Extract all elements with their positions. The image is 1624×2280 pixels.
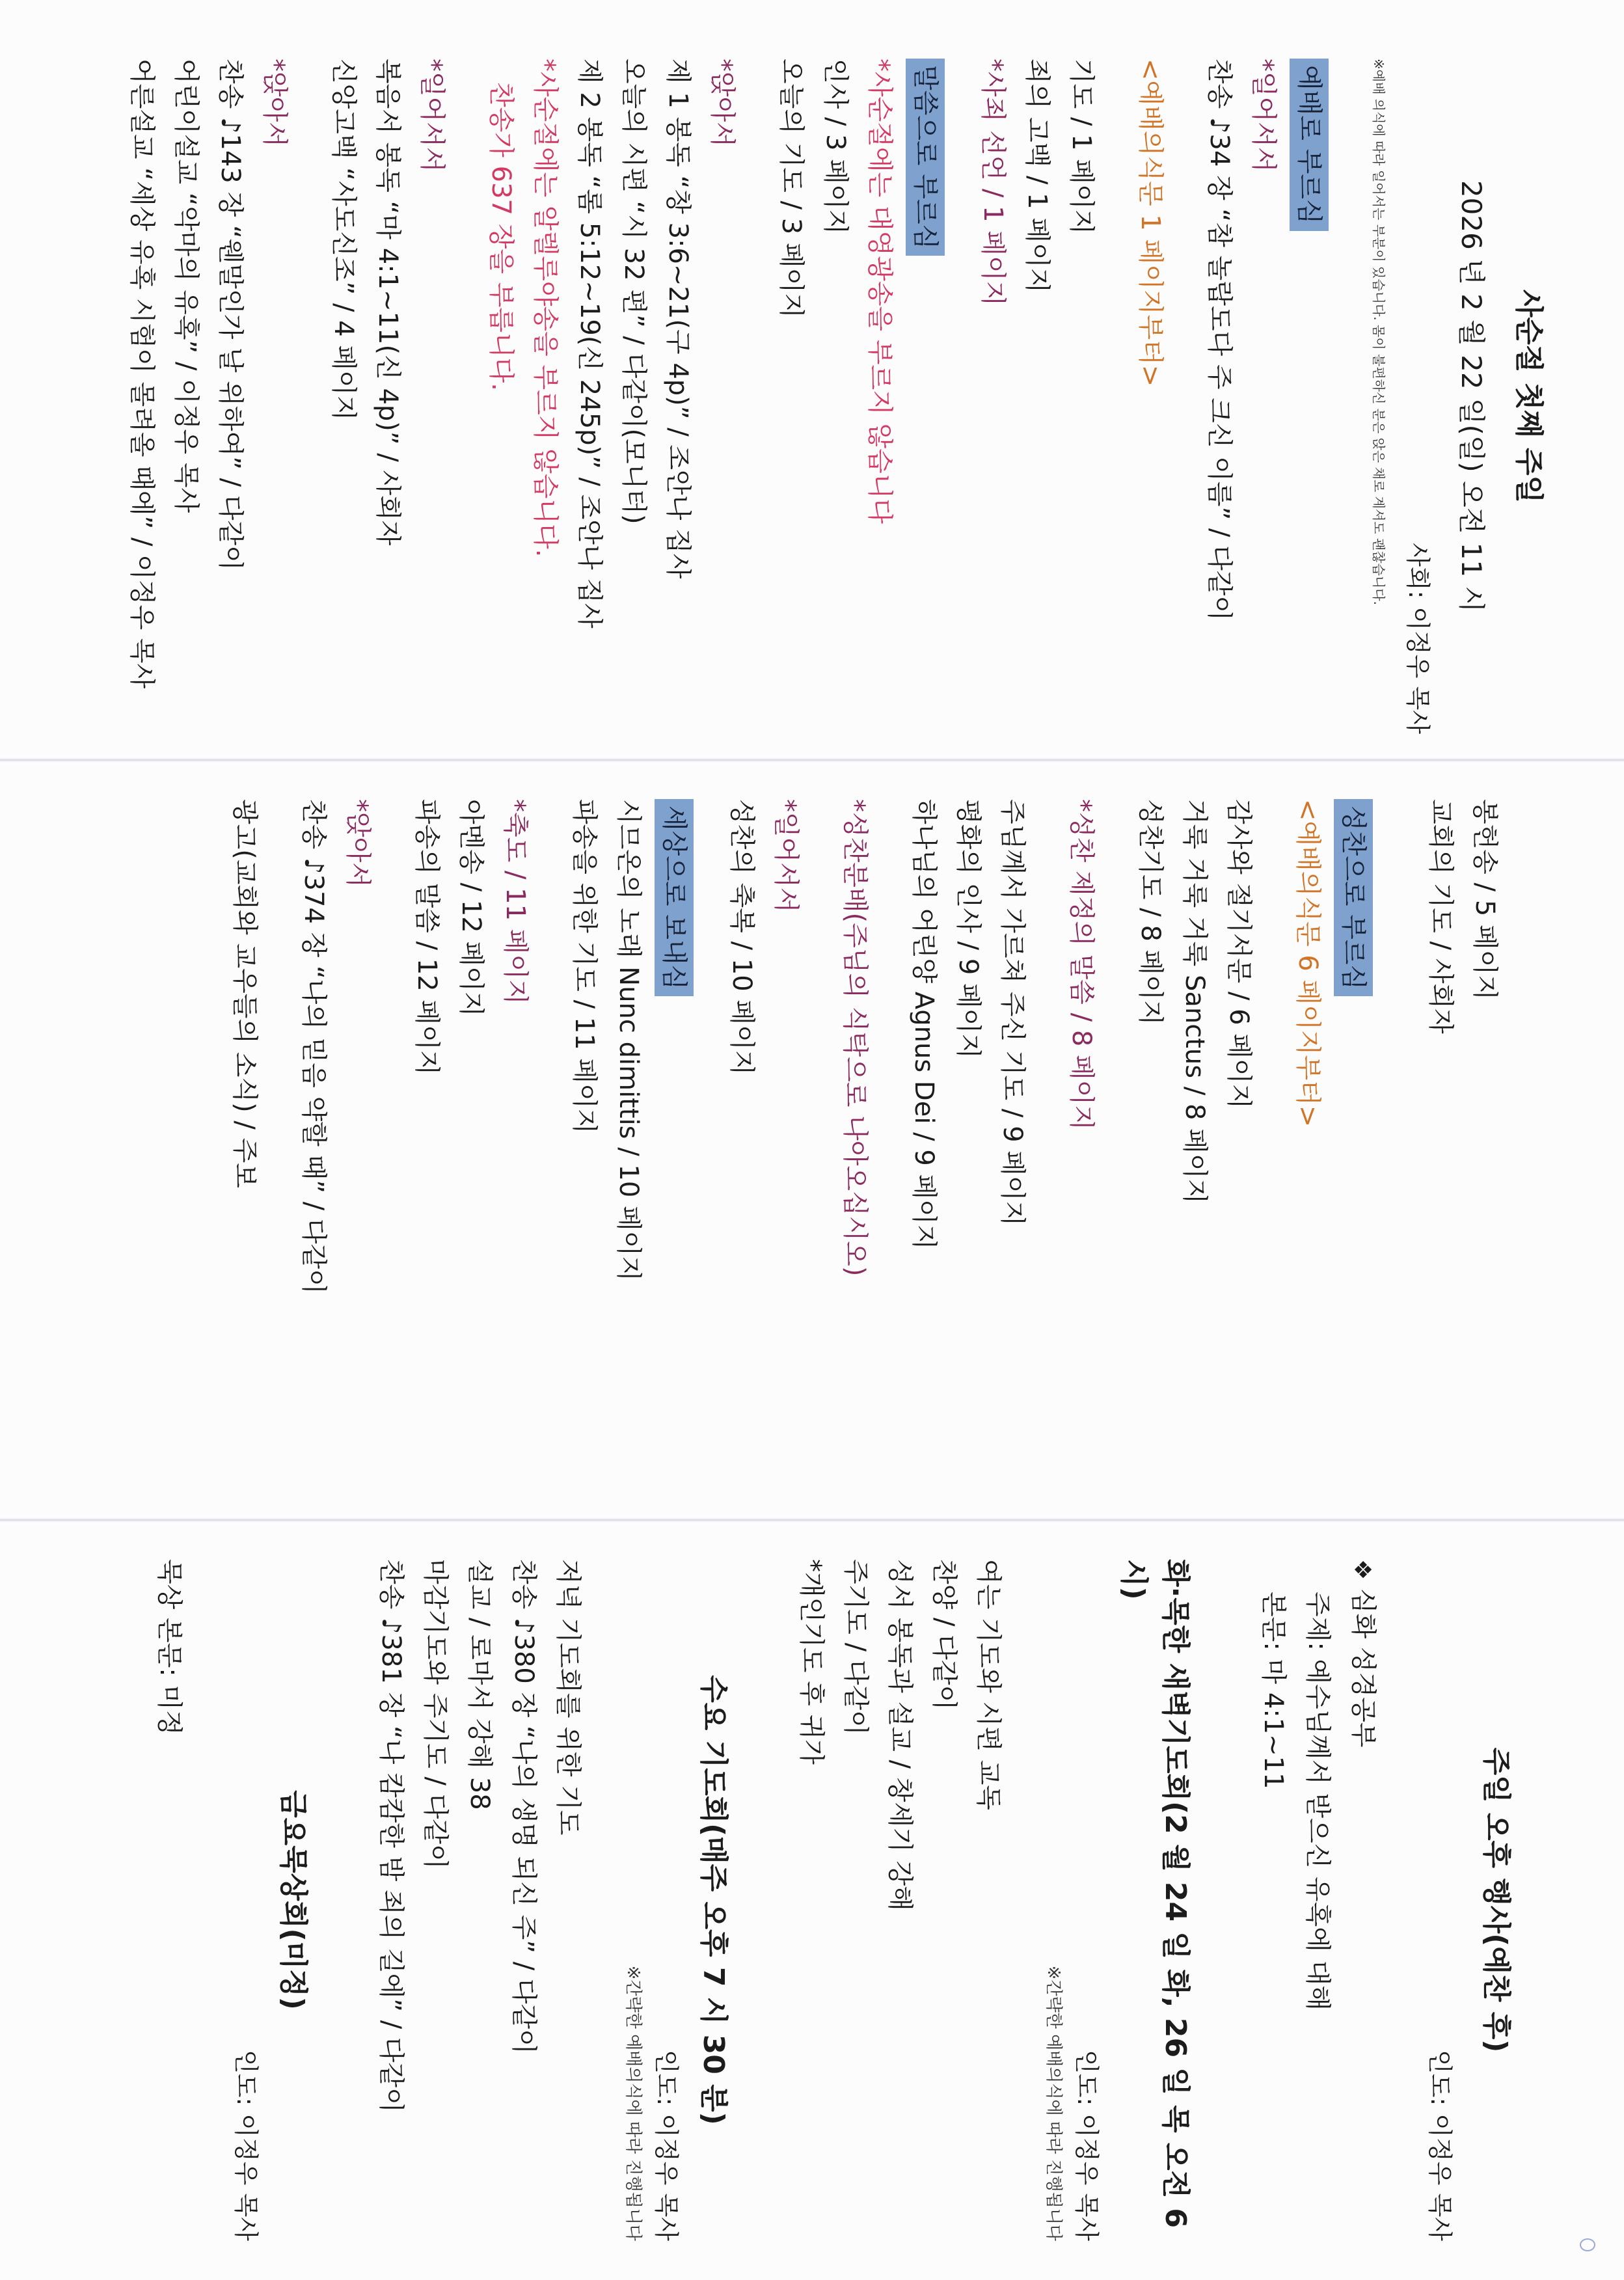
- friday-meditation-title: 금요묵상회(미정): [277, 1790, 310, 2010]
- hymn-line: 찬송 ♪374 장 “나의 믿음 약할 때” / 다같이: [299, 799, 329, 1294]
- service-datetime: 2026 년 2 월 22 일(일) 오전 11 시: [1455, 180, 1487, 613]
- posture-note: ※예배 의식에 따라 일어서는 부분이 있습니다. 몸이 불편하신 분은 앉은 채로 계셔도 괜찮습니다.: [1371, 59, 1387, 605]
- wednesday-leader: 인도: 이정우 목사: [652, 2050, 681, 2241]
- prayer-line: 기도 / 1 페이지: [1066, 59, 1096, 235]
- sanctus-line: 거룩 거룩 거룩 Sanctus / 8 페이지: [1180, 799, 1210, 1204]
- list-item: *개인기도 후 귀가: [796, 1559, 826, 1765]
- liturgy-reference: <예배의식문 6 페이지부터>: [1293, 799, 1323, 1128]
- church-prayer-line: 교회의 기도 / 사회자: [1426, 799, 1455, 1034]
- lent-note: 찬송가 637 장을 부릅니다.: [486, 82, 516, 391]
- friday-leader: 인도: 이정우 목사: [232, 2050, 260, 2241]
- sending-prayer-line: 파송을 위한 기도 / 11 페이지: [569, 799, 599, 1134]
- service-host: 사회: 이정우 목사: [1403, 543, 1432, 734]
- confession-line: 죄의 고백 / 1 페이지: [1022, 59, 1052, 293]
- posture-stand: *일어서서: [771, 799, 801, 913]
- posture-sit: *앉아서: [707, 59, 737, 147]
- list-item: 찬송 ♪380 장 “나의 생명 되신 주” / 다같이: [509, 1559, 539, 2054]
- posture-sit: *앉아서: [343, 799, 373, 888]
- section-badge-sending: 세상으로 보내심: [655, 799, 694, 996]
- sermon-line: 어른설교 “세상 유혹 시험이 몰려올 때에” / 이정우 목사: [127, 59, 157, 689]
- wednesday-prayer-title: 수요 기도회(매주 오후 7 시 30 분): [697, 1675, 730, 2125]
- section-badge-gathering: 예배로 부르심: [1290, 59, 1329, 231]
- list-item: 주기도 / 다같이: [841, 1559, 871, 1735]
- section-badge-sacrament: 성찬으로 부르심: [1334, 799, 1373, 996]
- eucharistic-prayer-line: 성찬기도 / 8 페이지: [1135, 799, 1165, 1025]
- dismissal-line: 파송의 말씀 / 12 페이지: [412, 799, 442, 1076]
- posture-stand: *일어서서: [417, 59, 447, 172]
- psalm-line: 오늘의 시편 “시 32 편” / 다같이(모니터): [619, 59, 649, 524]
- panel-weekly-events: [0, 1520, 1624, 2280]
- creed-line: 신앙고백 “사도신조” / 4 페이지: [329, 59, 359, 421]
- institution-line: *성찬 제정의 말씀 / 8 페이지: [1066, 799, 1096, 1130]
- list-item: 찬송 ♪381 장 “나 캄캄한 밤 죄의 길에” / 다같이: [376, 1559, 406, 2113]
- distribution-line: *성찬분배(주님의 식탁으로 나아오십시오): [840, 799, 870, 1277]
- wednesday-note: ※간략한 예배의식에 따라 진행됩니다: [623, 1965, 643, 2241]
- hymn-line: 찬송 ♪34 장 “참 놀랍도다 주 크신 이름” / 다같이: [1204, 59, 1234, 621]
- sermon-line: 어린이설교 “악마의 유혹” / 이정우 목사: [171, 59, 201, 513]
- announcements-line: 광고(교회와 교우들의 소식) / 주보: [230, 799, 260, 1188]
- panel-sacrament: [0, 760, 1624, 1520]
- study-topic: 주제: 예수님께서 받으신 유혹에 대해: [1303, 1592, 1333, 2011]
- list-item: 성서 봉독과 설교 / 창세기 강해: [885, 1559, 915, 1911]
- nunc-dimittis-line: 시므온의 노래 Nunc dimittis / 10 페이지: [614, 799, 643, 1281]
- study-text: 본문: 마 4:1~11: [1258, 1592, 1288, 1789]
- dawn-prayer-title: 화·목한 새벽기도회(2 월 24 일 화, 26 일 목 오전 6 시): [1117, 1559, 1192, 2228]
- lent-note: *사순절에는 대영광송을 부르지 않습니다: [865, 59, 895, 524]
- gospel-line: 복음서 봉독 “마 4:1~11(신 4p)” / 사회자: [373, 59, 403, 546]
- reading-line: 제 1 봉독 “창 3:6~21(구 4p)” / 조안나 집사: [663, 59, 693, 579]
- list-item: 여는 기도와 시편 교독: [973, 1559, 1003, 1810]
- collect-line: 오늘의 기도 / 3 페이지: [776, 59, 806, 318]
- section-badge-word: 말씀으로 부르심: [906, 59, 945, 256]
- study-heading: [1340, 1559, 1385, 2241]
- offering-line: 봉헌송 / 5 페이지: [1470, 799, 1500, 1000]
- afternoon-title: 주일 오후 행사(예찬 후): [1480, 1747, 1513, 2053]
- post-blessing-line: 성찬의 축복 / 10 페이지: [727, 799, 757, 1076]
- panel-order-of-worship: [0, 0, 1624, 760]
- liturgy-reference: <예배의식문 1 페이지부터>: [1135, 59, 1165, 387]
- benediction-line: *축도 / 11 페이지: [500, 799, 530, 1005]
- diamond-bullet-icon: ❖: [1349, 1559, 1375, 1581]
- friday-text: 묵상 본문: 미정: [154, 1559, 184, 1735]
- list-item: 저녁 기도회를 위한 기도: [553, 1559, 583, 1836]
- list-item: 설교 / 로마서 강해 38: [465, 1559, 494, 1810]
- service-title: 사순절 첫째 주일: [1512, 289, 1545, 504]
- posture-sit: *앉아서: [260, 59, 290, 147]
- greeting-line: 인사 / 3 페이지: [820, 59, 850, 235]
- list-item: 마감기도와 주기도 / 다같이: [420, 1559, 450, 1869]
- posture-stand: *일어서서: [1249, 59, 1279, 172]
- absolution-line: *사죄 선언 / 1 페이지: [978, 59, 1008, 306]
- reading-line: 제 2 봉독 “롬 5:12~19(신 245p)” / 조안나 집사: [575, 59, 604, 629]
- thanksgiving-line: 감사와 절기서문 / 6 페이지: [1224, 799, 1254, 1109]
- dawn-note: ※간략한 예배의식에 따라 진행됩니다: [1044, 1965, 1063, 2241]
- hymn-line: 찬송 ♪143 장 “웬말인가 날 위하여” / 다같이: [215, 59, 245, 571]
- agnus-dei-line: 하나님의 어린양 Agnus Dei / 9 페이지: [909, 799, 939, 1250]
- lent-note: *사순절에는 알렐루야송을 부르지 않습니다.: [530, 59, 560, 558]
- study-heading-text: 심화 성경공부: [1348, 1588, 1378, 1748]
- lords-prayer-line: 주님께서 가르쳐 주신 기도 / 9 페이지: [997, 799, 1027, 1227]
- peace-line: 평화의 인사 / 9 페이지: [953, 799, 983, 1059]
- list-item: 찬양 / 다같이: [929, 1559, 959, 1711]
- afternoon-leader: 인도: 이정우 목사: [1426, 2050, 1454, 2241]
- amen-line: 아멘송 / 12 페이지: [456, 799, 486, 1017]
- dawn-leader: 인도: 이정우 목사: [1072, 2050, 1101, 2241]
